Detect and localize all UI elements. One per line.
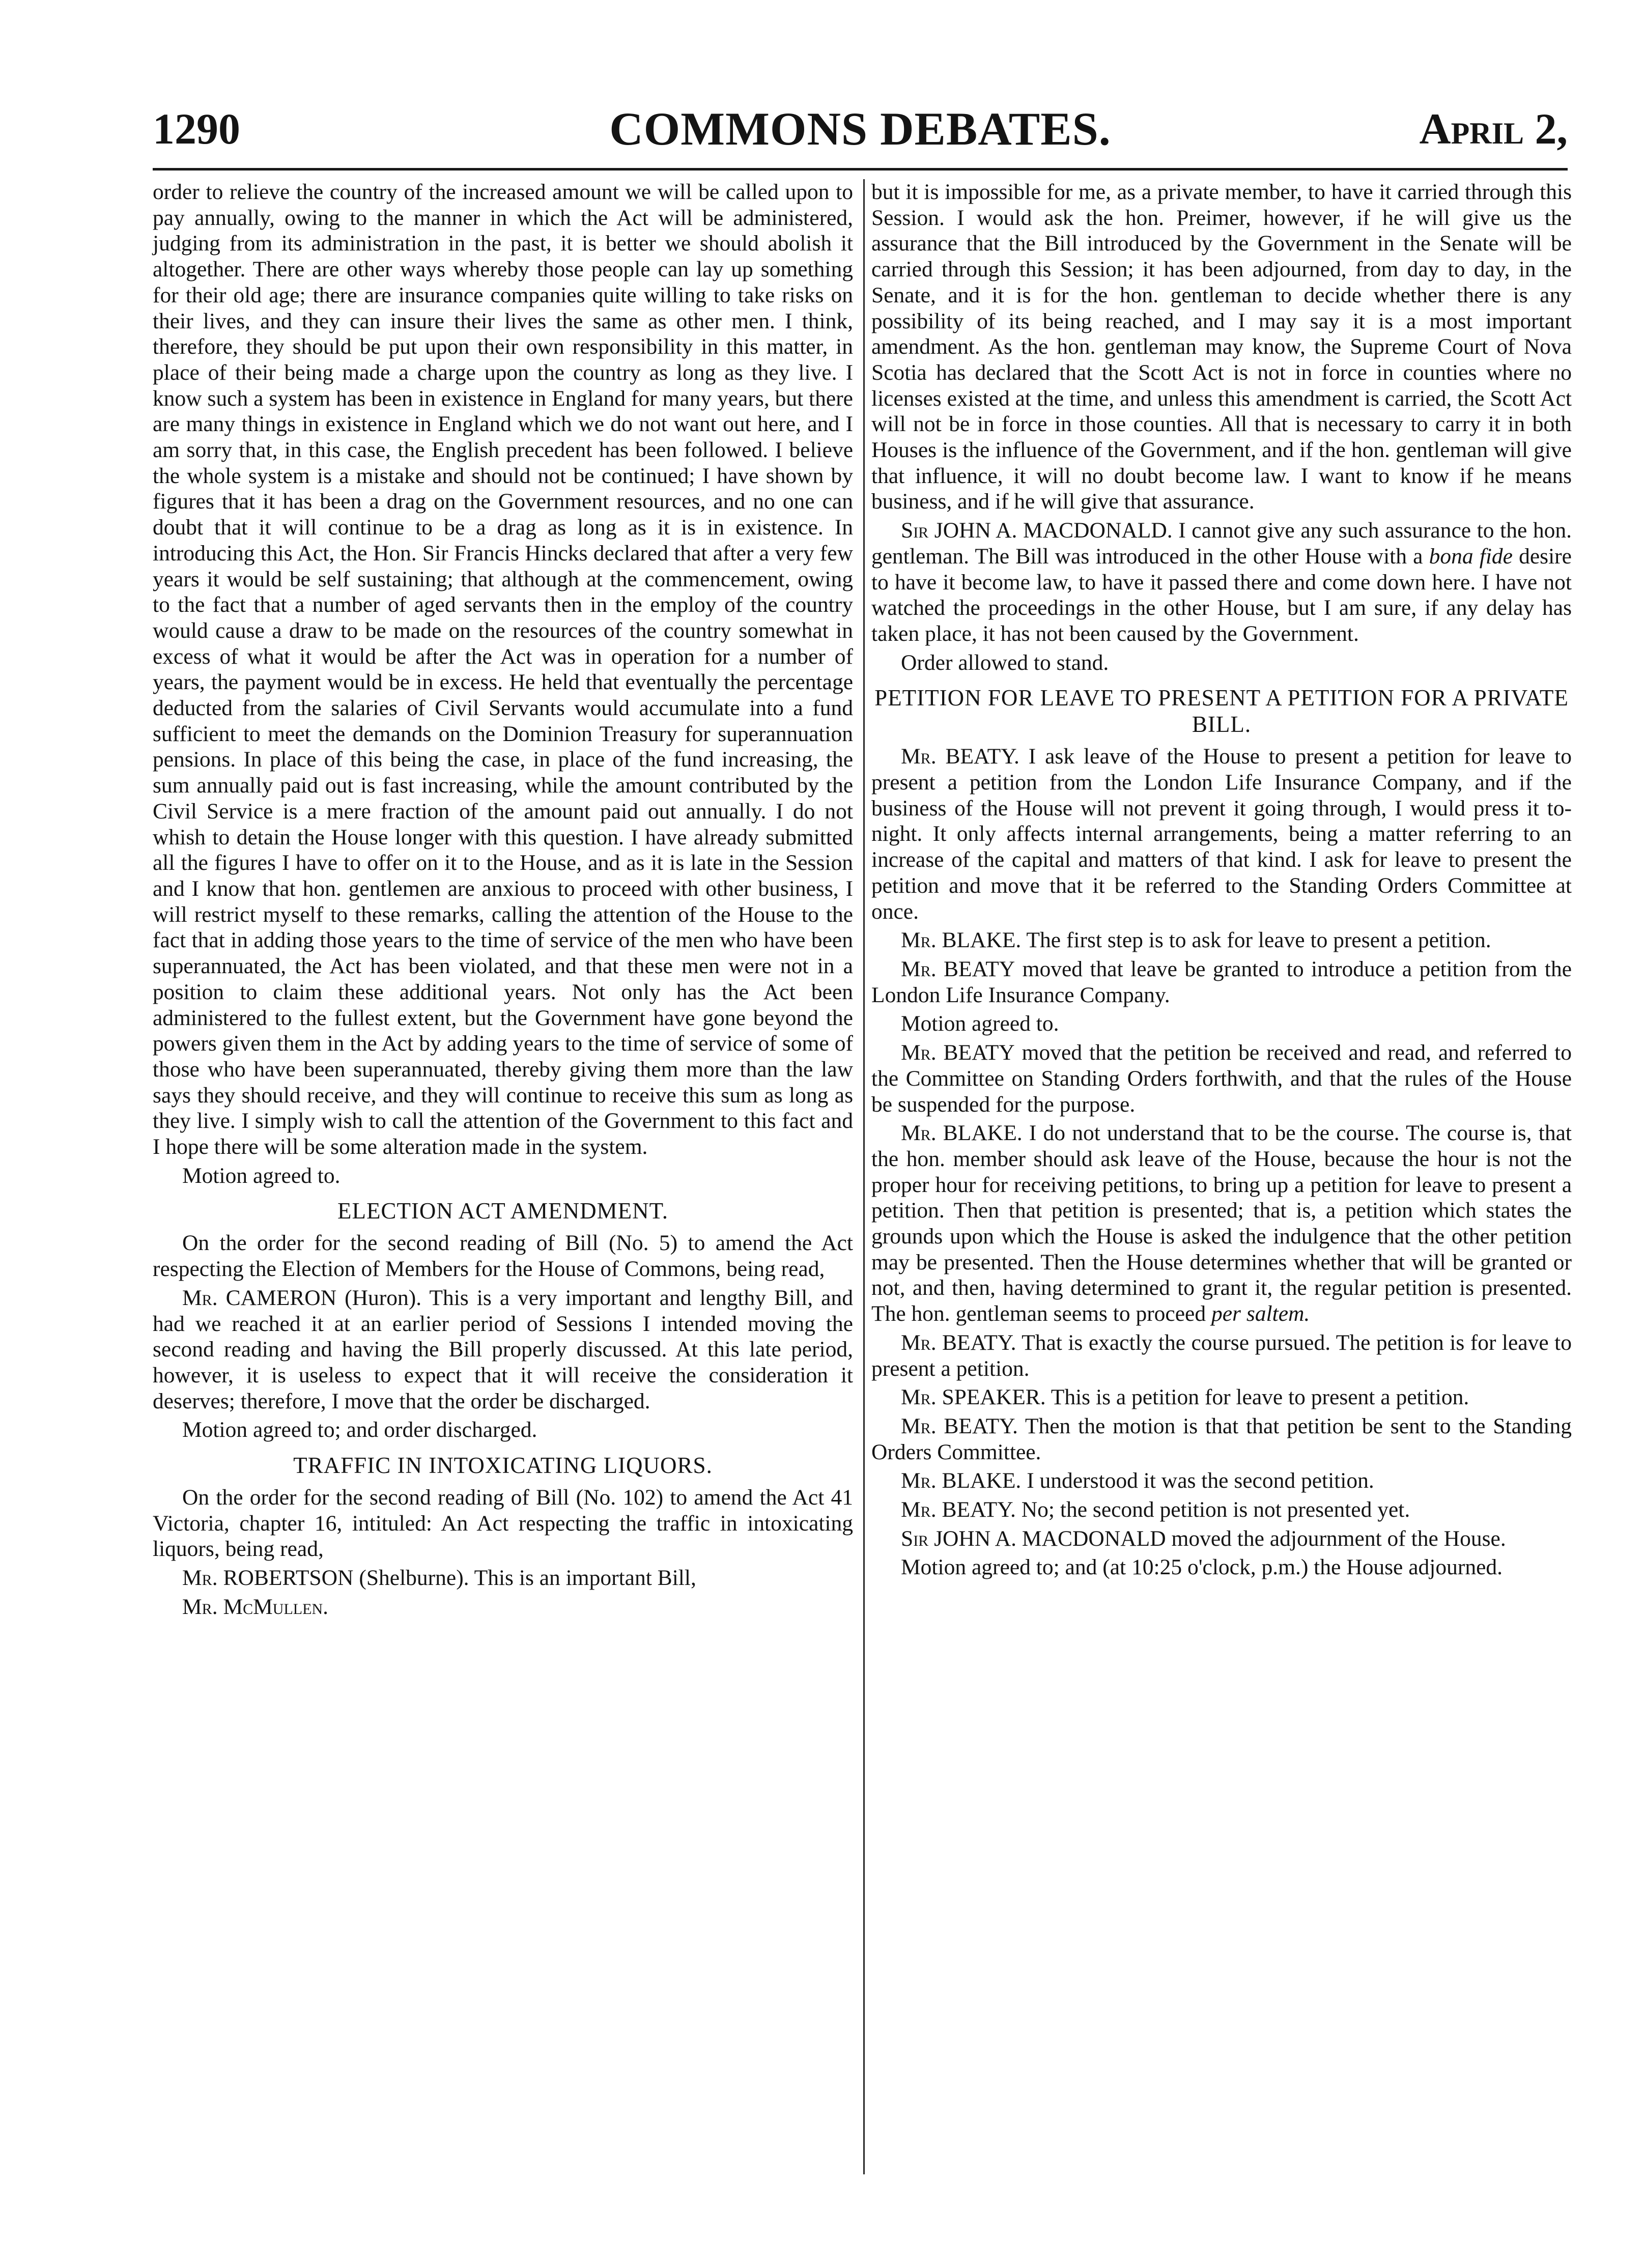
next-speaker-catchword: Mr. McMullen. — [182, 1594, 328, 1619]
speaker-name: Mr. BEATY. — [901, 1413, 1018, 1438]
paragraph — [871, 1413, 1572, 1465]
left-column — [153, 179, 853, 1623]
paragraph — [153, 1565, 853, 1591]
paragraph — [871, 956, 1572, 1008]
paragraph: but it is impossible for me, as a private member, to have it carried through this Session. I would ask the hon. Preimer, however, if he will give us the assurance that the Bill introduced by the Government in the Senate will be carried through this Session; it has been adjourned, from day to day, in the Senate, and it is for the hon. gentleman to decide whether there is any possibility of its being reached, and I may say it is a most important amendment. As the hon. gentleman may know, the Supreme Court of Nova Scotia has declared that the Scott Act is not in force in counties where no licenses existed at the time, and unless this amendment is carried, the Scott Act will not be in force in those counties. All that is necessary to carry it in both Houses is the influence of the Government, and if the hon. gentleman will give that influence, it will no doubt become law. I want to know if he means business, and if he will give that assurance. — [871, 180, 1572, 514]
header-rule — [153, 168, 1568, 171]
speaker-name: Mr. BEATY — [901, 956, 1015, 981]
speech-text: That is exactly the course pursued. The petition is for leave to present a petition. — [871, 1330, 1572, 1381]
speaker-name: Mr. BEATY. — [901, 744, 1019, 769]
paragraph: Motion agreed to; and (at 10:25 o'clock, p.m.) the House adjourned. — [901, 1555, 1503, 1580]
paragraph — [871, 927, 1572, 953]
speech-text: moved that leave be granted to introduce a petition from the London Life Insurance Company. — [871, 956, 1572, 1007]
paragraph: Order allowed to stand. — [901, 650, 1109, 675]
speaker-name: Mr. BEATY. — [901, 1330, 1016, 1355]
speech-text: I understood it was the second petition. — [1021, 1468, 1374, 1493]
speech-text: This is a petition for leave to present a petition. — [1045, 1385, 1469, 1410]
section-heading: PETITION FOR LEAVE TO PRESENT A PETITION FOR A PRIVATE BILL. — [874, 685, 1569, 738]
speaker-name: Mr. BLAKE. — [901, 1121, 1023, 1146]
speech-text: I cannot give any such assurance to the hon. gentleman. The Bill was introduced in the other House with a — [871, 518, 1572, 569]
paragraph: order to relieve the country of the increased amount we will be called upon to pay annually, owing to the manner in which the Act will be administered, judging from its administration in the past, it is better we should abolish it altogether. There are other ways whereby those people can lay up something for their old age; there are insurance companies quite willing to take risks on their lives, and they can insure their lives the same as other men. I think, therefore, they should be put upon their own responsibility in this matter, in place of their being made a charge upon the country as long as they live. I know such a system has been in existence in England for many years, but there are many things in existence in England which we do not want out here, and I am sorry that, in this case, the English precedent has been followed. I believe the whole system is a mistake and should not be continued; I have shown by figures that it has been a drag on the Government resources, and no one can doubt that it will continue to be a drag as long as it is in existence. In introducing this Act, the Hon. Sir Francis Hincks declared that after a very few years it would be self sustaining; that although at the commencement, owing to the fact that a number of aged servants then in the employ of the country would cause a draw to be made on the resources of the country somewhat in excess of what it would be after the Act was in operation for a number of years, the payment would be in excess. He held that eventually the percentage deducted from the salaries of Civil Servants would accumulate into a fund sufficient to meet the demands on the Dominion Treasury for superannuation pensions. In place of this being the case, in place of the fund increasing, the sum annually paid out is fast increasing, while the amount contributed by the Civil Service is a mere fraction of the amount paid out annually. I do not whish to detain the House longer with this question. I have already submitted all the figures I have to offer on it to the House, and as it is late in the Session and I know that hon. gentlemen are anxious to proceed with other business, I will restrict myself to these remarks, calling the attention of the House to the fact that in adding those years to the time of service of the men who have been superannuated, the Act has been violated, and that these men were not in a position to claim these additional years. Not only has the Act been administered to the fullest extent, but the Government have gone beyond the powers given them in the Act by adding years to the time of service of some of those who have been superannuated, thereby giving them more than the law says they should receive, and they will continue to receive this sum as long as they live. I simply wish to call the attention of the Government to this fact and I hope there will be some alteration made in the system. — [153, 180, 853, 1159]
speaker-name: Sir JOHN A. MACDONALD. — [901, 518, 1173, 543]
paragraph — [871, 1120, 1572, 1327]
speaker-name: Mr. BEATY — [901, 1040, 1015, 1065]
paragraph — [871, 1468, 1572, 1494]
speaker-name: Mr. BLAKE. — [901, 928, 1022, 953]
paragraph — [871, 1330, 1572, 1381]
page-header — [153, 101, 1568, 157]
page-number: 1290 — [153, 104, 240, 153]
paragraph: On the order for the second reading of Bill (No. 5) to amend the Act respecting the Election of Members for the House of Commons, being read, — [153, 1231, 853, 1282]
speech-text: moved that the petition be received and read, and referred to the Committee on Standing Orders forthwith, and that the rules of the House be suspended for the purpose. — [871, 1040, 1572, 1117]
speech-text: (Huron). This is a very important and lengthy Bill, and had we reached it at an earlier period of Sessions I intended moving the second reading and having the Bill properly discussed. At this late period, however, it is useless to expect that it will receive the consideration it deserves; therefore, I move that the order be discharged. — [153, 1285, 853, 1413]
speaker-name: Mr. BEATY. — [901, 1497, 1016, 1522]
speaker-name: Mr. BLAKE. — [901, 1468, 1022, 1493]
speech-text: moved the adjournment of the House. — [1166, 1526, 1506, 1551]
paragraph — [871, 1497, 1572, 1523]
paragraph — [153, 1285, 853, 1414]
speech-text: I ask leave of the House to present a petition for leave to present a petition from the London Life Insurance Company, and if the business of the House will not prevent it going through, I would press it to-night. It only affects internal arrangements, being a matter referring to an increase of the capital and matters of that kind. I ask for leave to present the petition and move that it be referred to the Standing Orders Committee at once. — [871, 744, 1572, 924]
speech-text: I do not understand that to be the course. The course is, that the hon. member should ask leave of the House, because the hour is not the proper hour for receiving petitions, to bring up a petition for leave to present a petition. Then that petition is presented; that is, a petition which states the grounds upon which the House is asked the indulgence that the other petition may be presented. Then the House determines whether that will be granted or not, and then, having determined to grant it, the regular petition is presented. The hon. gentleman seems to proceed — [871, 1121, 1572, 1326]
speaker-name: Mr. ROBERTSON — [182, 1566, 354, 1591]
speech-text: The first step is to ask for leave to present a petition. — [1021, 928, 1491, 953]
paragraph — [871, 1526, 1572, 1552]
speaker-name: Sir JOHN A. MACDONALD — [901, 1526, 1166, 1551]
speech-text: No; the second petition is not presented yet. — [1015, 1497, 1410, 1522]
speech-text: Then the motion is that that petition be sent to the Standing Orders Committee. — [871, 1413, 1572, 1464]
paragraph — [871, 1040, 1572, 1117]
paragraph: On the order for the second reading of Bill (No. 102) to amend the Act 41 Victoria, chapter 16, intituled: An Act respecting the traffic in intoxicating liquors, being read, — [153, 1485, 853, 1562]
paragraph — [871, 744, 1572, 924]
section-heading: ELECTION ACT AMENDMENT. — [337, 1198, 669, 1224]
italic-text: per saltem. — [1211, 1301, 1310, 1326]
italic-text: bona fide — [1429, 544, 1513, 569]
paragraph — [871, 518, 1572, 647]
paragraph — [871, 1384, 1572, 1410]
section-heading: TRAFFIC IN INTOXICATING LIQUORS. — [293, 1453, 713, 1479]
paragraph: Motion agreed to; and order discharged. — [182, 1418, 537, 1442]
paragraph: Motion agreed to. — [901, 1011, 1059, 1036]
speech-text: desire to have it become law, to have it passed there and come down here. I have not watched the proceedings in the other House, but I am sure, if any delay has taken place, it has not been caused by the Government. — [871, 544, 1572, 646]
publication-title: COMMONS DEBATES. — [609, 103, 1111, 155]
right-column — [871, 179, 1572, 1583]
speaker-name: Mr. CAMERON — [182, 1285, 337, 1310]
paragraph: Motion agreed to. — [182, 1163, 341, 1188]
page-date: April 2, — [1419, 104, 1568, 153]
column-divider — [863, 179, 865, 2174]
speaker-name: Mr. SPEAKER. — [901, 1385, 1046, 1410]
speech-text: (Shelburne). This is an important Bill, — [353, 1566, 696, 1591]
